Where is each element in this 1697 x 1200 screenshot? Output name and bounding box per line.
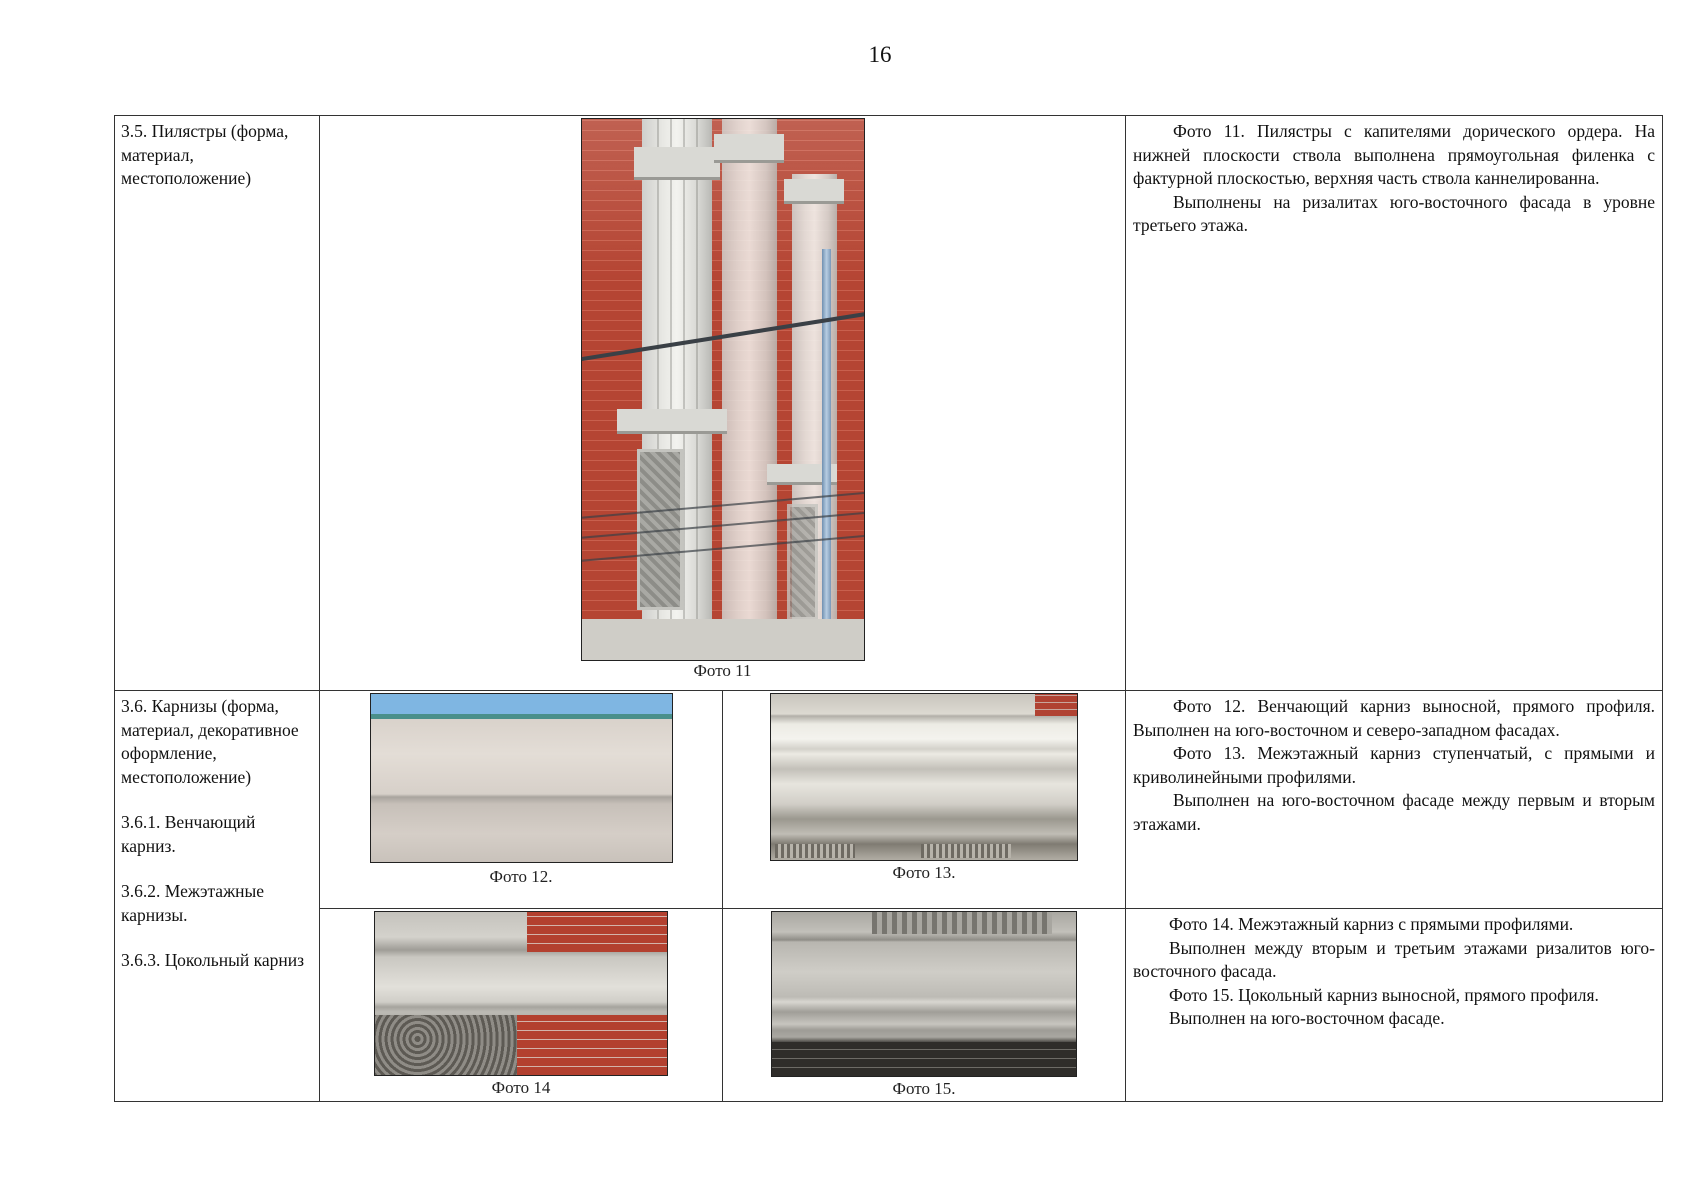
photo-12-caption: Фото 12. <box>489 867 553 886</box>
photo-13-caption: Фото 13. <box>892 863 956 882</box>
table-row-pilasters <box>115 116 1663 691</box>
desc-cornices-top-2: Фото 13. Межэтажный карниз ступенчатый, с прямыми и криволинейными профилями. <box>1133 743 1655 787</box>
photo-cell-13 <box>723 691 1126 909</box>
desc-pilasters-2: Выполнены на ризалитах юго-восточного фасада в уровне третьего этажа. <box>1133 191 1655 235</box>
photo-13 <box>770 693 1078 861</box>
label-cell-pilasters <box>115 116 320 691</box>
photo-14-caption: Фото 14 <box>491 1078 551 1097</box>
label-cornices-main: 3.6. Карнизы (форма, материал, декоративное оформление, местоположение) <box>121 696 299 787</box>
desc-pilasters-1: Фото 11. Пилястры с капителями дорического ордера. На нижней плоскости ствола выполнена прямоугольная филенка с фактурной плоскостью, верхняя часть ствола каннелированна. <box>1133 121 1655 188</box>
desc-cornices-bottom-4: Выполнен на юго-восточном фасаде. <box>1169 1008 1445 1028</box>
table-row-cornices-top <box>115 691 1663 909</box>
desc-cell-cornices-bottom <box>1126 909 1663 1102</box>
label-cornice-base: 3.6.3. Цокольный карниз <box>121 950 305 970</box>
label-cell-cornices <box>115 691 320 1102</box>
desc-cell-cornices-top <box>1126 691 1663 909</box>
document-table <box>114 115 1663 1102</box>
desc-cell-pilasters <box>1126 116 1663 691</box>
photo-15-caption: Фото 15. <box>892 1079 956 1098</box>
label-pilasters: 3.5. Пилястры (форма, материал, местоположение) <box>121 121 289 188</box>
photo-cell-12 <box>320 691 723 909</box>
page-number: 16 <box>868 42 892 67</box>
desc-cornices-bottom-1: Фото 14. Межэтажный карниз с прямыми профилями. <box>1169 914 1574 934</box>
photo-cell-11 <box>320 116 1126 691</box>
photo-12 <box>370 693 673 863</box>
desc-cornices-bottom-2: Выполнен между вторым и третьим этажами ризалитов юго-восточного фасада. <box>1133 937 1655 981</box>
label-cornice-crowning: 3.6.1. Венчающий карниз. <box>121 812 256 856</box>
desc-cornices-bottom-3: Фото 15. Цокольный карниз выносной, прямого профиля. <box>1169 984 1599 1005</box>
photo-11 <box>581 118 865 661</box>
photo-14 <box>374 911 668 1076</box>
photo-11-caption: Фото 11 <box>693 661 752 680</box>
photo-15 <box>771 911 1077 1077</box>
desc-cornices-top-1: Фото 12. Венчающий карниз выносной, прямого профиля. Выполнен на юго-восточном и северо-западном фасадах. <box>1133 696 1655 740</box>
photo-cell-14 <box>320 909 723 1102</box>
label-cornice-interfloor: 3.6.2. Межэтажные карнизы. <box>121 881 265 925</box>
photo-cell-15 <box>723 909 1126 1102</box>
desc-cornices-top-3: Выполнен на юго-восточном фасаде между первым и вторым этажами. <box>1133 790 1655 834</box>
table-row-cornices-bottom <box>115 909 1663 1102</box>
